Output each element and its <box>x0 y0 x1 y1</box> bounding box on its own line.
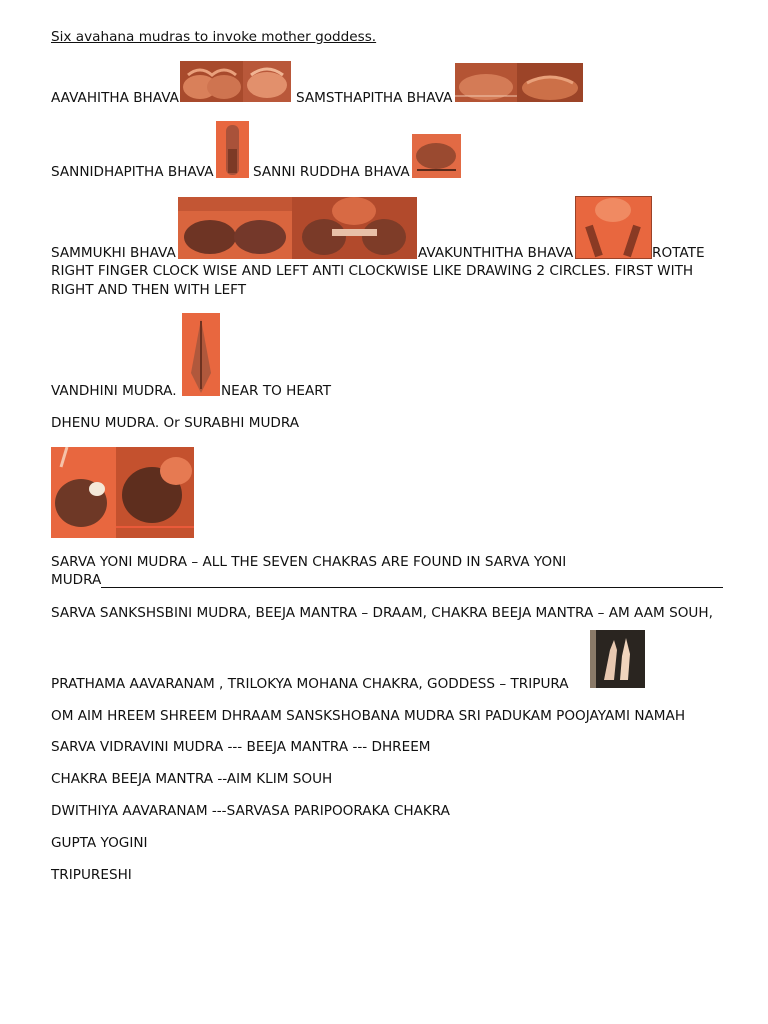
open-palms-photo-icon <box>575 196 652 259</box>
sanni-ruddha-label: SANNI RUDDHA BHAVA <box>253 164 410 180</box>
open-palms-photo-icon <box>517 63 583 102</box>
avakunthitha-label: AVAKUNTHITHA BHAVA <box>418 245 574 261</box>
pointing-fingers-photo-icon <box>590 630 645 688</box>
rotate-label: ROTATE <box>652 245 705 261</box>
dwithiya-label: DWITHIYA AAVARANAM ---SARVASA PARIPOORAKA CHAKRA <box>51 803 450 819</box>
rotate-instruction-line-3: RIGHT AND THEN WITH LEFT <box>51 282 247 298</box>
tripureshi-label: TRIPURESHI <box>51 867 132 883</box>
sarva-yoni-line-2: MUDRA <box>51 572 102 588</box>
underline-rule <box>101 587 723 588</box>
aavahitha-label: AAVAHITHA BHAVA <box>51 90 179 106</box>
vandhini-label: VANDHINI MUDRA. <box>51 383 177 399</box>
prathama-label: PRATHAMA AAVARANAM , TRILOKYA MOHANA CHAKRA, GODDESS – TRIPURA <box>51 676 569 692</box>
om-aim-mantra: OM AIM HREEM SHREEM DHRAAM SANSKSHOBANA MUDRA SRI PADUKAM POOJAYAMI NAMAH <box>51 708 686 724</box>
gupta-yogini-label: GUPTA YOGINI <box>51 835 148 851</box>
sarva-yoni-line-1: SARVA YONI MUDRA – ALL THE SEVEN CHAKRAS ARE FOUND IN SARVA YONI <box>51 554 567 570</box>
sankshobini-label: SARVA SANKSHSBINI MUDRA, BEEJA MANTRA – DRAAM, CHAKRA BEEJA MANTRA – AM AAM SOUH, <box>51 605 713 621</box>
dhenu-label: DHENU MUDRA. Or SURABHI MUDRA <box>51 415 300 431</box>
open-palms-photo-icon <box>455 63 517 102</box>
closed-fists-photo-icon <box>116 447 194 538</box>
closed-fists-photo-icon <box>178 197 292 259</box>
page-title: Six avahana mudras to invoke mother goddess. <box>51 29 377 45</box>
open-palms-photo-icon <box>180 61 244 102</box>
samsthapitha-label: SAMSTHAPITHA BHAVA <box>296 90 453 106</box>
near-heart-label: NEAR TO HEART <box>221 383 332 399</box>
rotate-instruction-line-2: RIGHT FINGER CLOCK WISE AND LEFT ANTI CLOCKWISE LIKE DRAWING 2 CIRCLES. FIRST WITH <box>51 263 694 279</box>
open-palms-photo-icon <box>243 61 291 102</box>
joined-palms-photo-icon <box>182 313 220 396</box>
vidravini-label: SARVA VIDRAVINI MUDRA --- BEEJA MANTRA --- DHREEM <box>51 739 431 755</box>
sammukhi-label: SAMMUKHI BHAVA <box>51 245 176 261</box>
closed-fists-photo-icon <box>412 134 461 178</box>
sannidhapitha-label: SANNIDHAPITHA BHAVA <box>51 164 214 180</box>
closed-fists-photo-icon <box>292 197 417 259</box>
closed-fists-photo-icon <box>51 447 116 538</box>
chakra-beeja-label: CHAKRA BEEJA MANTRA --AIM KLIM SOUH <box>51 771 333 787</box>
joined-palms-photo-icon <box>216 121 249 178</box>
